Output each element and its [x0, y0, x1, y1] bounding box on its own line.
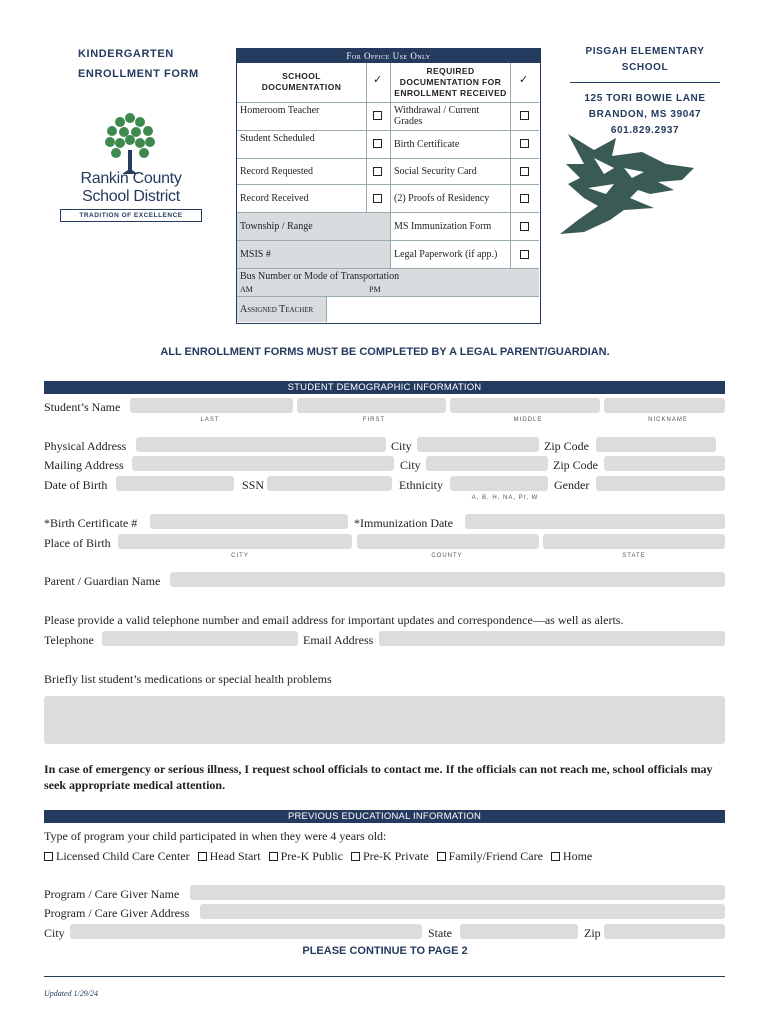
- medications-field[interactable]: [44, 696, 725, 744]
- option-label: Licensed Child Care Center: [56, 849, 190, 863]
- mailing-zip-field[interactable]: [604, 456, 725, 471]
- program-options: [44, 848, 597, 864]
- checkbox[interactable]: [520, 167, 529, 176]
- office-row-residency: (2) Proofs of Residency: [391, 185, 511, 213]
- required-header-1: REQUIRED: [426, 66, 475, 76]
- school-phone: 601.829.2937: [610, 125, 680, 136]
- program-address-label: Program / Care Giver Address: [44, 906, 190, 920]
- email-field[interactable]: [379, 631, 725, 646]
- office-title: For Office Use Only: [237, 49, 540, 63]
- am-label: AM: [240, 285, 253, 294]
- physical-city-field[interactable]: [417, 437, 539, 452]
- option-label: Head Start: [209, 849, 261, 863]
- program-state-label: State: [428, 926, 452, 940]
- option-head-start[interactable]: [198, 849, 261, 863]
- office-row-record-requested: Record Requested: [237, 159, 367, 185]
- pm-label: PM: [369, 285, 381, 294]
- ssn-field[interactable]: [267, 476, 392, 491]
- office-check-cell: [511, 103, 539, 131]
- updated-date: Updated 1/29/24: [44, 989, 98, 998]
- school-name-line1: PISGAH ELEMENTARY: [585, 46, 705, 57]
- checkbox[interactable]: [520, 194, 529, 203]
- office-check-cell: [367, 103, 391, 131]
- office-check-cell: [511, 241, 539, 269]
- school-info: [560, 44, 730, 139]
- checkbox[interactable]: [437, 852, 446, 861]
- checkbox[interactable]: [551, 852, 560, 861]
- office-row-msis: MSIS #: [237, 241, 391, 269]
- student-section-header: STUDENT DEMOGRAPHIC INFORMATION: [44, 381, 725, 394]
- medications-label: Briefly list student’s medications or special health problems: [44, 672, 332, 686]
- birth-state-caption: STATE: [622, 553, 646, 559]
- office-check-cell: [367, 159, 391, 185]
- office-check-cell: [511, 185, 539, 213]
- immunization-date-label: *Immunization Date: [354, 516, 453, 530]
- required-header-2: DOCUMENTATION FOR: [399, 77, 502, 87]
- telephone-label: Telephone: [44, 633, 94, 647]
- checkbox[interactable]: [520, 111, 529, 120]
- physical-city-label: City: [391, 439, 412, 453]
- office-check-cell: [367, 185, 391, 213]
- option-licensed[interactable]: [44, 849, 190, 863]
- school-doc-header-2: DOCUMENTATION: [261, 82, 342, 92]
- birth-county-field[interactable]: [357, 534, 539, 549]
- check-col-header-1: [367, 63, 391, 103]
- parent-field[interactable]: [170, 572, 725, 587]
- office-row-record-received: Record Received: [237, 185, 367, 213]
- checkbox[interactable]: [198, 852, 207, 861]
- physical-zip-field[interactable]: [596, 437, 716, 452]
- first-name-caption: FIRST: [362, 417, 386, 423]
- office-row-legal: Legal Paperwork (if app.): [391, 241, 511, 269]
- physical-address-field[interactable]: [136, 437, 386, 452]
- birth-city-field[interactable]: [118, 534, 352, 549]
- checkbox[interactable]: [44, 852, 53, 861]
- office-check-cell: [367, 131, 391, 159]
- option-prek-private[interactable]: [351, 849, 429, 863]
- checkbox[interactable]: [520, 222, 529, 231]
- nickname-caption: NICKNAME: [648, 417, 688, 423]
- program-city-label: City: [44, 926, 65, 940]
- guardian-notice: ALL ENROLLMENT FORMS MUST BE COMPLETED BY A LEGAL PARENT/GUARDIAN.: [160, 346, 610, 358]
- ethnicity-field[interactable]: [450, 476, 548, 491]
- program-zip-field[interactable]: [604, 924, 725, 939]
- contact-note: Please provide a valid telephone number and email address for important updates and correspondence—as well as alerts.: [44, 613, 624, 627]
- birth-city-caption: CITY: [231, 553, 249, 559]
- program-name-field[interactable]: [190, 885, 725, 900]
- previous-section-header: PREVIOUS EDUCATIONAL INFORMATION: [44, 810, 725, 823]
- checkbox[interactable]: [373, 167, 382, 176]
- program-address-field[interactable]: [200, 904, 725, 919]
- option-label: Pre-K Public: [280, 849, 343, 863]
- form-title-line1: KINDERGARTEN: [78, 48, 174, 60]
- assigned-teacher-field[interactable]: [327, 297, 539, 322]
- birth-cert-field[interactable]: [150, 514, 348, 529]
- physical-zip-label: Zip Code: [544, 439, 589, 453]
- logo-tagline: TRADITION OF EXCELLENCE: [60, 209, 202, 222]
- office-row-withdrawal: Withdrawal / Current Grades: [391, 103, 511, 131]
- logo-line1: Rankin County: [80, 170, 182, 187]
- mailing-address-label: Mailing Address: [44, 458, 124, 472]
- emergency-statement: In case of emergency or serious illness, I request school officials to contact me. If the officials can not reach me, school officials may seek appropriate medical attention.: [44, 762, 713, 792]
- office-row-assigned-teacher: Assigned Teacher: [237, 297, 327, 322]
- physical-address-label: Physical Address: [44, 439, 127, 453]
- program-city-field[interactable]: [70, 924, 422, 939]
- first-name-field[interactable]: [297, 398, 446, 413]
- address-line1: 125 TORI BOWIE LANE: [584, 93, 706, 104]
- office-row-scheduled: Student Scheduled: [237, 131, 367, 159]
- check-mark-icon: ✓: [373, 74, 383, 86]
- dob-label: Date of Birth: [44, 478, 108, 492]
- ethnicity-label: Ethnicity: [399, 478, 443, 492]
- office-row-immunization: MS Immunization Form: [391, 213, 511, 241]
- birth-county-caption: COUNTY: [431, 553, 463, 559]
- office-row-township: Township / Range: [237, 213, 391, 241]
- mailing-city-label: City: [400, 458, 421, 472]
- ethnicity-hint: A, B, H, NA, PI, W: [471, 495, 539, 501]
- birth-cert-label: *Birth Certificate #: [44, 516, 138, 530]
- nickname-field[interactable]: [604, 398, 725, 413]
- program-state-field[interactable]: [460, 924, 578, 939]
- school-name-line2: SCHOOL: [621, 62, 669, 73]
- dragon-mascot-icon: [554, 128, 704, 238]
- tree-icon: [100, 110, 160, 176]
- telephone-field[interactable]: [102, 631, 298, 646]
- required-header-3: ENROLLMENT RECEIVED: [394, 88, 507, 98]
- gender-label: Gender: [554, 478, 590, 492]
- option-label: Home: [562, 849, 593, 863]
- option-family-care[interactable]: [437, 849, 543, 863]
- option-home[interactable]: [551, 849, 592, 863]
- mailing-zip-label: Zip Code: [553, 458, 598, 472]
- middle-name-field[interactable]: [450, 398, 600, 413]
- program-zip-label: Zip: [584, 926, 601, 940]
- birth-state-field[interactable]: [543, 534, 725, 549]
- immunization-date-field[interactable]: [465, 514, 725, 529]
- last-name-field[interactable]: [130, 398, 293, 413]
- check-mark-icon: ✓: [519, 74, 529, 86]
- checkbox[interactable]: [373, 139, 382, 148]
- place-of-birth-label: Place of Birth: [44, 536, 111, 550]
- office-use-table: [236, 48, 541, 324]
- checkbox[interactable]: [373, 111, 382, 120]
- required-doc-header: [391, 63, 511, 103]
- email-label: Email Address: [303, 633, 374, 647]
- form-title-line2: ENROLLMENT FORM: [78, 68, 199, 80]
- dob-field[interactable]: [116, 476, 234, 491]
- office-check-cell: [511, 159, 539, 185]
- checkbox[interactable]: [520, 139, 529, 148]
- school-doc-header: [237, 63, 367, 103]
- last-name-caption: LAST: [200, 417, 220, 423]
- middle-name-caption: MIDDLE: [513, 417, 543, 423]
- office-row-birth-cert: Birth Certificate: [391, 131, 511, 159]
- ssn-label: SSN: [242, 478, 265, 492]
- mailing-city-field[interactable]: [426, 456, 548, 471]
- checkbox[interactable]: [520, 250, 529, 259]
- mailing-address-field[interactable]: [132, 456, 394, 471]
- address-line2: BRANDON, MS 39047: [588, 109, 702, 120]
- option-label: Pre-K Private: [362, 849, 429, 863]
- form-title: [78, 44, 199, 84]
- parent-label: Parent / Guardian Name: [44, 574, 161, 588]
- logo-line2: School District: [82, 188, 180, 205]
- school-doc-header-1: SCHOOL: [282, 71, 321, 81]
- checkbox[interactable]: [351, 852, 360, 861]
- program-question: Type of program your child participated in when they were 4 years old:: [44, 829, 387, 843]
- option-label: Family/Friend Care: [448, 849, 543, 863]
- checkbox[interactable]: [373, 194, 382, 203]
- program-name-label: Program / Care Giver Name: [44, 887, 180, 901]
- option-prek-public[interactable]: [269, 849, 343, 863]
- student-name-label: Student’s Name: [44, 400, 121, 414]
- continue-note: PLEASE CONTINUE TO PAGE 2: [302, 945, 468, 957]
- office-check-cell: [511, 213, 539, 241]
- footer-rule: [44, 976, 725, 977]
- office-row-homeroom: Homeroom Teacher: [237, 103, 367, 131]
- checkbox[interactable]: [269, 852, 278, 861]
- divider: [570, 82, 720, 83]
- check-col-header-2: [511, 63, 539, 103]
- district-logo: [56, 110, 206, 230]
- gender-field[interactable]: [596, 476, 725, 491]
- bus-label: Bus Number or Mode of Transportation: [240, 271, 400, 282]
- office-check-cell: [511, 131, 539, 159]
- office-row-ssc: Social Security Card: [391, 159, 511, 185]
- office-row-bus: [237, 269, 539, 297]
